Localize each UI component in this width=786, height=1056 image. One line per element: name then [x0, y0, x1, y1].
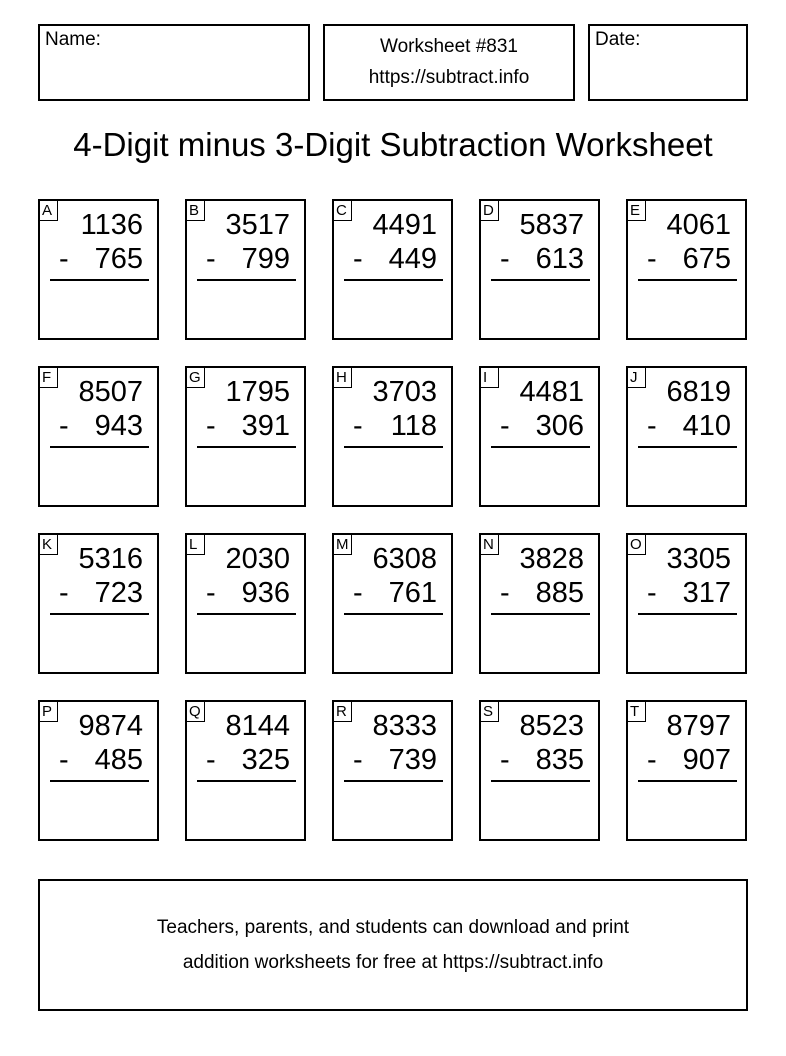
minus-sign: - — [59, 243, 69, 275]
name-label: Name: — [45, 29, 101, 50]
problem-letter: R — [333, 701, 352, 722]
problem-g — [185, 366, 306, 507]
minus-sign: - — [647, 577, 657, 609]
minuend: 6308 — [372, 543, 437, 575]
subtrahend: 765 — [94, 243, 143, 275]
problem-o — [626, 533, 747, 674]
subtrahend: 739 — [388, 744, 437, 776]
minus-sign: - — [353, 577, 363, 609]
minus-sign: - — [647, 243, 657, 275]
answer-line — [50, 279, 149, 281]
minuend: 5316 — [78, 543, 143, 575]
subtrahend: 306 — [535, 410, 584, 442]
answer-line — [344, 279, 443, 281]
subtrahend: 761 — [388, 577, 437, 609]
subtrahend: 675 — [682, 243, 731, 275]
problem-m — [332, 533, 453, 674]
problem-p — [38, 700, 159, 841]
minuend: 8797 — [666, 710, 731, 742]
problem-b — [185, 199, 306, 340]
answer-line — [50, 780, 149, 782]
minus-sign: - — [353, 410, 363, 442]
problem-letter: I — [480, 367, 499, 388]
answer-line — [344, 446, 443, 448]
answer-line — [50, 613, 149, 615]
problem-letter: D — [480, 200, 499, 221]
problem-r — [332, 700, 453, 841]
minuend: 8507 — [78, 376, 143, 408]
problem-letter: S — [480, 701, 499, 722]
problem-e — [626, 199, 747, 340]
answer-line — [638, 613, 737, 615]
date-label: Date: — [595, 29, 641, 50]
problem-letter: P — [39, 701, 58, 722]
minuend: 4481 — [519, 376, 584, 408]
minus-sign: - — [500, 410, 510, 442]
minus-sign: - — [206, 410, 216, 442]
footer-box — [38, 879, 748, 1011]
minuend: 8144 — [225, 710, 290, 742]
problem-letter: T — [627, 701, 646, 722]
answer-line — [491, 613, 590, 615]
problem-letter: N — [480, 534, 499, 555]
minus-sign: - — [59, 410, 69, 442]
answer-line — [638, 780, 737, 782]
subtrahend: 391 — [241, 410, 290, 442]
minuend: 8333 — [372, 710, 437, 742]
worksheet-info-box — [323, 24, 575, 101]
answer-line — [344, 613, 443, 615]
minus-sign: - — [353, 744, 363, 776]
minus-sign: - — [647, 410, 657, 442]
subtrahend: 485 — [94, 744, 143, 776]
answer-line — [197, 279, 296, 281]
minus-sign: - — [500, 243, 510, 275]
minuend: 3828 — [519, 543, 584, 575]
answer-line — [491, 780, 590, 782]
minus-sign: - — [500, 577, 510, 609]
minus-sign: - — [206, 577, 216, 609]
problem-letter: F — [39, 367, 58, 388]
problem-q — [185, 700, 306, 841]
subtrahend: 907 — [682, 744, 731, 776]
problem-letter: A — [39, 200, 58, 221]
problem-letter: H — [333, 367, 352, 388]
problem-s — [479, 700, 600, 841]
problem-k — [38, 533, 159, 674]
minus-sign: - — [206, 744, 216, 776]
answer-line — [50, 446, 149, 448]
problem-letter: K — [39, 534, 58, 555]
minuend: 3305 — [666, 543, 731, 575]
problem-letter: B — [186, 200, 205, 221]
subtrahend: 885 — [535, 577, 584, 609]
answer-line — [491, 446, 590, 448]
minuend: 8523 — [519, 710, 584, 742]
subtrahend: 936 — [241, 577, 290, 609]
worksheet-number: Worksheet #831 — [379, 36, 518, 57]
problem-h — [332, 366, 453, 507]
problem-c — [332, 199, 453, 340]
problem-n — [479, 533, 600, 674]
subtrahend: 943 — [94, 410, 143, 442]
problem-t — [626, 700, 747, 841]
minuend: 9874 — [78, 710, 143, 742]
minuend: 1795 — [225, 376, 290, 408]
name-field-box — [38, 24, 310, 101]
problem-letter: E — [627, 200, 646, 221]
subtrahend: 325 — [241, 744, 290, 776]
page-title: 4-Digit minus 3-Digit Subtraction Worksheet — [73, 126, 713, 163]
problem-d — [479, 199, 600, 340]
minuend: 2030 — [225, 543, 290, 575]
subtrahend: 799 — [241, 243, 290, 275]
problem-letter: Q — [186, 701, 205, 722]
answer-line — [638, 446, 737, 448]
answer-line — [197, 613, 296, 615]
minuend: 4491 — [372, 209, 437, 241]
minuend: 3703 — [372, 376, 437, 408]
minuend: 4061 — [666, 209, 731, 241]
answer-line — [197, 446, 296, 448]
problem-letter: O — [627, 534, 646, 555]
minuend: 1136 — [80, 209, 143, 241]
footer-text-line-1: Teachers, parents, and students can download and print — [156, 917, 630, 938]
subtrahend: 835 — [535, 744, 584, 776]
minuend: 5837 — [519, 209, 584, 241]
problem-letter: G — [186, 367, 205, 388]
minus-sign: - — [353, 243, 363, 275]
subtrahend: 410 — [682, 410, 731, 442]
subtrahend: 613 — [535, 243, 584, 275]
minus-sign: - — [59, 577, 69, 609]
problem-letter: M — [333, 534, 352, 555]
minus-sign: - — [647, 744, 657, 776]
answer-line — [197, 780, 296, 782]
problem-letter: C — [333, 200, 352, 221]
subtrahend: 317 — [682, 577, 731, 609]
problem-f — [38, 366, 159, 507]
date-field-box — [588, 24, 748, 101]
minus-sign: - — [59, 744, 69, 776]
footer-text-line-2: addition worksheets for free at https://subtract.info — [182, 952, 604, 973]
subtrahend: 449 — [388, 243, 437, 275]
problem-l — [185, 533, 306, 674]
problem-letter: L — [186, 534, 205, 555]
minuend: 3517 — [225, 209, 290, 241]
worksheet-url: https://subtract.info — [368, 67, 530, 88]
problem-letter: J — [627, 367, 646, 388]
answer-line — [344, 780, 443, 782]
minuend: 6819 — [666, 376, 731, 408]
subtrahend: 118 — [390, 410, 437, 442]
minus-sign: - — [206, 243, 216, 275]
problem-j — [626, 366, 747, 507]
answer-line — [638, 279, 737, 281]
problem-a — [38, 199, 159, 340]
answer-line — [491, 279, 590, 281]
problem-i — [479, 366, 600, 507]
subtrahend: 723 — [94, 577, 143, 609]
minus-sign: - — [500, 744, 510, 776]
